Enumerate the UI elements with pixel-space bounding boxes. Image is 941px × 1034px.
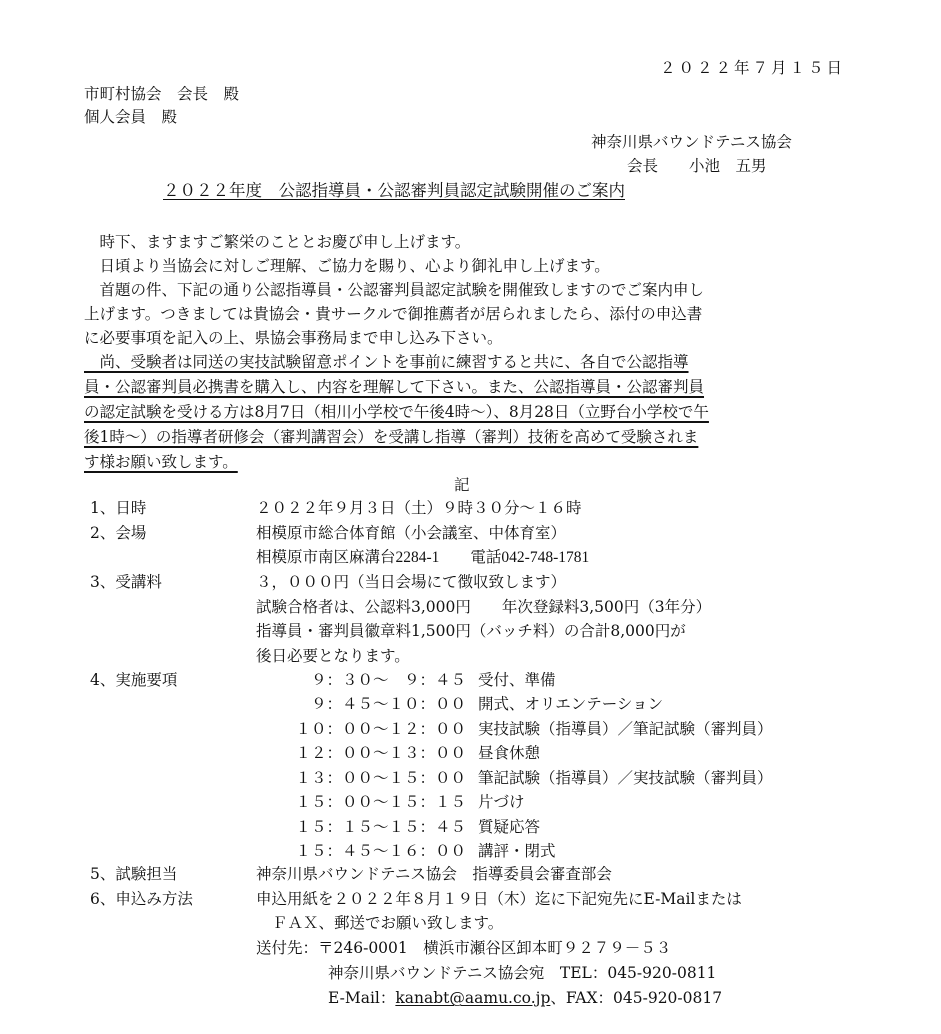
schedule-time: １０：００～１２：００ xyxy=(295,720,466,738)
notice-line-5: す様お願い致します。 xyxy=(84,453,238,471)
schedule-event: 受付、準備 xyxy=(478,671,556,689)
item-label-application: 6、申込み方法 xyxy=(90,890,193,908)
fee-note-1: 試験合格者は、公認料3,000円 年次登録料3,500円（3年分） xyxy=(256,598,712,616)
schedule-event: 筆記試験（指導員）／実技試験（審判員） xyxy=(478,769,773,787)
notice-line-3: の認定試験を受ける方は8月7日（相川小学校で午後4時～）、8月28日（立野台小学校で午 xyxy=(84,403,709,421)
fee-amount: ３，０００円（当日会場にて徴収致します） xyxy=(256,573,567,591)
sender-person: 会長 小池 五男 xyxy=(627,157,767,175)
application-contact xyxy=(328,988,722,1008)
recipient-line-1: 市町村協会 会長 殿 xyxy=(84,85,240,103)
notice-line-1: 尚、受験者は同送の実技試験留意ポイントを事前に練習すると共に、各自で公認指導 xyxy=(84,353,689,371)
schedule-event: 質疑応答 xyxy=(478,818,541,836)
schedule-event: 講評・閉式 xyxy=(478,842,556,860)
body-line-4: 上げます。つきましては貴協会・貴サークルで御推薦者が居られましたら、添付の申込書 xyxy=(84,305,703,323)
item-label-fee: 3、受講料 xyxy=(90,573,162,591)
schedule-time: １２：００～１３：００ xyxy=(295,744,466,762)
body-line-3: 首題の件、下記の通り公認指導員・公認審判員認定試験を開催致しますのでご案内申し xyxy=(84,281,705,299)
fee-note-3: 後日必要となります。 xyxy=(256,647,410,665)
body-line-2: 日頃より当協会に対しご理解、ご協力を賜り、心より御礼申し上げます。 xyxy=(84,257,610,275)
item-label-datetime: 1、日時 xyxy=(90,499,147,517)
fax-number: 、FAX：045-920-0817 xyxy=(550,989,723,1007)
application-line-2: ＦＡＸ、郵送でお願い致します。 xyxy=(272,914,504,932)
examiner-value: 神奈川県バウンドテニス協会 指導委員会審査部会 xyxy=(256,865,612,883)
page-title: ２０２２年度 公認指導員・公認審判員認定試験開催のご案内 xyxy=(163,181,625,200)
sender-organization: 神奈川県バウンドテニス協会 xyxy=(591,133,792,151)
schedule-time: １５：４５～１６：００ xyxy=(295,842,466,860)
venue-name: 相模原市総合体育館（小会議室、中体育室） xyxy=(256,524,567,542)
ki-heading: 記 xyxy=(454,476,470,494)
email-link[interactable]: kanabt@aamu.co.jp xyxy=(395,989,551,1007)
document-date: ２０２２年７月１５日 xyxy=(660,59,846,77)
schedule-time: １５：１５～１５：４５ xyxy=(295,818,466,836)
application-addressee: 神奈川県バウンドテニス協会宛 TEL：045-920-0811 xyxy=(328,964,717,982)
item-value-datetime: ２０２２年９月３日（土）９時３０分～１６時 xyxy=(256,499,582,517)
schedule-event: 実技試験（指導員）／筆記試験（審判員） xyxy=(478,720,773,738)
item-label-venue: 2、会場 xyxy=(90,524,147,542)
recipient-line-2: 個人会員 殿 xyxy=(84,108,178,126)
schedule-event: 昼食休憩 xyxy=(478,744,541,762)
notice-line-2: 員・公認審判員必携書を購入し、内容を理解して下さい。また、公認指導員・公認審判員 xyxy=(84,378,705,396)
body-line-5: に必要事項を記入の上、県協会事務局まで申し込み下さい。 xyxy=(84,329,503,347)
email-label: E-Mail： xyxy=(328,989,396,1007)
schedule-time: ９：３０～ ９：４５ xyxy=(310,671,466,689)
venue-address: 相模原市南区麻溝台2284-1 電話042-748-1781 xyxy=(256,549,590,566)
schedule-event: 開式、オリエンテーション xyxy=(478,695,664,713)
application-address: 送付先：〒246-0001 横浜市瀬谷区卸本町９２７９－５３ xyxy=(256,939,672,957)
application-line-1: 申込用紙を２０２２年８月１９日（木）迄に下記宛先にE-Mailまたは xyxy=(256,890,742,908)
schedule-event: 片づけ xyxy=(478,793,525,811)
item-label-schedule: 4、実施要項 xyxy=(90,671,178,689)
schedule-time: １３：００～１５：００ xyxy=(295,769,466,787)
notice-line-4: 後1時～）の指導者研修会（審判講習会）を受講し指導（審判）技術を高めて受験されま xyxy=(84,428,699,446)
schedule-time: １５：００～１５：１５ xyxy=(295,793,466,811)
fee-note-2: 指導員・審判員徽章料1,500円（バッチ料）の合計8,000円が xyxy=(256,622,686,640)
body-line-1: 時下、ますますご繁栄のこととお慶び申し上げます。 xyxy=(84,233,471,251)
schedule-time: ９：４５～１０：００ xyxy=(310,695,466,713)
item-label-examiner: 5、試験担当 xyxy=(90,865,178,883)
